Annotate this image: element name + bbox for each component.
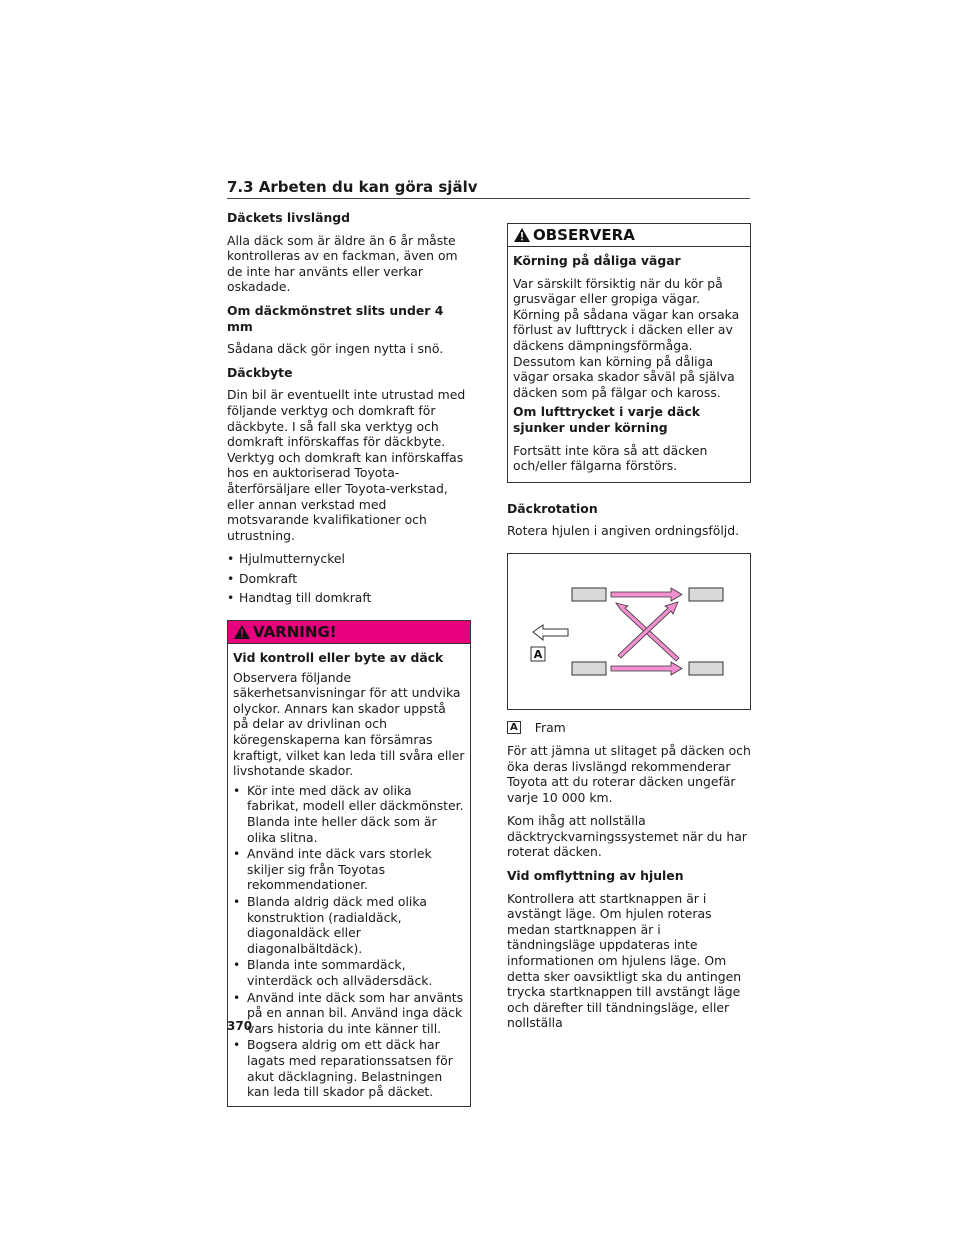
warning-intro: Observera följande säkerhetsanvisningar för att undvika olyckor. Annars kan skador uppstå på delar av drivlinan och köregenskaperna kan försämras kraftigt, vilket kan leda till svåra eller livshotande skador.: [233, 669, 465, 779]
paragraph-tire-change: Din bil är eventuellt inte utrustad med följande verktyg och domkraft för däckbyte. I så fall ska verktyg och domkraft införskaffas för däckbyte. Verktyg och domkraft kan införskaffas hos en auktoriserad Toyota-återförsäljare eller Toyota-verkstad, eller annan verkstad med motsvarande kvalifikationer och utrustning.: [227, 387, 466, 543]
note-header: [508, 224, 750, 247]
warning-title: VARNING!: [253, 623, 337, 642]
warning-triangle-icon: [514, 228, 530, 242]
note-paragraph-bad-roads: Var särskilt försiktig när du kör på grusvägar eller gropiga vägar. Körning på sådana vägar kan orsaka förlust av lufttryck i däcken eller av däckens dämpningsförmåga. Dessutom kan körning på dåliga vägar orsaka skador såväl på själva däcken som på fälgar och kaross.: [513, 275, 740, 400]
note-heading-bad-roads: Körning på dåliga vägar: [513, 253, 681, 268]
warning-body: [228, 644, 470, 1106]
list-item: • Använd inte däck vars storlek skiljer sig från Toyotas rekommendationer.: [233, 846, 465, 893]
list-item: • Blanda inte sommardäck, vinterdäck och allvädersdäck.: [233, 957, 465, 988]
note-heading-pressure: Om lufttrycket i varje däck sjunker under körning: [513, 404, 701, 435]
heading-relocation: Vid omflyttning av hjulen: [507, 868, 684, 884]
heading-tire-change: Däckbyte: [227, 364, 293, 380]
tire-front-left: [572, 588, 606, 601]
warning-subtitle: Vid kontroll eller byte av däck: [233, 650, 444, 666]
page-number: 370: [227, 1019, 253, 1033]
warning-list: [233, 783, 465, 1100]
paragraph-relocation: Kontrollera att startknappen är i avstängt läge. Om hjulen roteras medan startknappen är i tändningsläge uppdateras inte informationen om hjulens läge. Om detta sker oavsiktligt ska du antingen trycka startknappen till avstängt läge och därefter till tändningsläge, eller nollställa: [507, 890, 742, 1031]
arrow-rear: [611, 662, 682, 675]
tool-list: [227, 551, 471, 606]
list-item: • Bogsera aldrig om ett däck har lagats med reparationssatsen för akut däcklagning. Belastningen kan leda till skador på däcket.: [233, 1037, 465, 1099]
paragraph-tread-depth: Sådana däck gör ingen nytta i snö.: [227, 341, 444, 357]
warning-box: [227, 620, 471, 1107]
diagram-label: A: [533, 647, 543, 661]
note-paragraph-pressure: Fortsätt inte köra så att däcken och/eller fälgarna förstörs.: [513, 442, 708, 474]
arrow-front: [611, 588, 682, 601]
left-column: [227, 210, 471, 1121]
list-item: • Hjulmutternyckel: [227, 551, 471, 567]
arrow-left-icon: [533, 625, 568, 640]
right-column: [507, 223, 751, 1039]
rotation-svg: [508, 554, 750, 709]
note-box: [507, 223, 751, 483]
list-item: • Kör inte med däck av olika fabrikat, modell eller däckmönster. Blanda inte heller däck som är olika slitna.: [233, 783, 465, 845]
heading-tire-life: Däckets livslängd: [227, 210, 351, 225]
tire-front-right: [689, 588, 723, 601]
paragraph-reset: Kom ihåg att nollställa däcktryckvarningssystemet när du har roterat däcken.: [507, 813, 747, 860]
legend-badge: A: [507, 721, 521, 734]
tire-rotation-diagram: [507, 553, 751, 710]
note-title: OBSERVERA: [533, 226, 635, 244]
note-body: [508, 247, 750, 482]
paragraph-rotation: Rotera hjulen i angiven ordningsföljd.: [507, 523, 740, 539]
legend: [507, 720, 751, 735]
heading-tread-depth: Om däckmönstret slits under 4 mm: [227, 302, 444, 334]
warning-header: [228, 621, 470, 644]
tire-rear-right: [689, 662, 723, 675]
legend-text: Fram: [534, 719, 566, 735]
list-item: • Blanda aldrig däck med olika konstruktion (radialdäck, diagonaldäck eller diagonalbältdäck).: [233, 894, 465, 956]
paragraph-rotation-interval: För att jämna ut slitaget på däcken och öka deras livslängd rekommenderar Toyota att du roterar däcken ungefär varje 10 000 km.: [507, 742, 751, 805]
section-header: 7.3 Arbeten du kan göra själv: [227, 178, 750, 199]
warning-triangle-icon: [234, 625, 250, 639]
list-item: • Handtag till domkraft: [227, 590, 471, 606]
tire-rear-left: [572, 662, 606, 675]
heading-rotation: Däckrotation: [507, 500, 598, 516]
paragraph-tire-life: Alla däck som är äldre än 6 år måste kontrolleras av en fackman, även om de inte har använts eller verkar oskadade.: [227, 232, 458, 295]
list-item: • Domkraft: [227, 571, 471, 587]
list-item: • Använd inte däck som har använts på en annan bil. Använd inga däck vars historia du inte känner till.: [233, 990, 465, 1037]
